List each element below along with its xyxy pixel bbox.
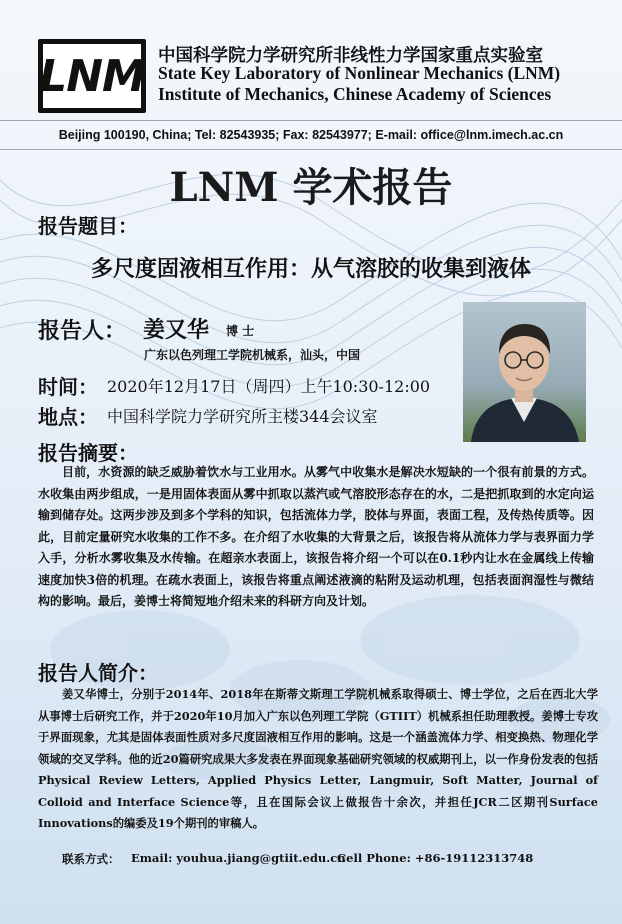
talk-place: 中国科学院力学研究所主楼344会议室	[107, 407, 378, 426]
lab-contact-info: Beijing 100190, China; Tel: 82543935; Fax: 82543977; E-mail: office@lnm.imech.ac.cn	[58, 128, 564, 142]
contact-bar	[0, 120, 622, 150]
time-label: 时间：	[38, 375, 98, 399]
speaker-degree: 博 士	[226, 324, 255, 338]
speaker-name: 姜又华	[143, 318, 210, 343]
abstract-text: 目前，水资源的缺乏威胁着饮水与工业用水。从雾气中收集水是解决水短缺的一个很有前景的方式。水收集由两步组成，一是用固体表面从雾中抓取以蒸汽或气溶胶形态存在的水，二是把抓取到的水定向运输到储存处。这两步涉及到多个学科的知识，包括流体力学，胶体与界面，表面工程，及传热传质等。因此，目前定量研究水收集的工作不多。在介绍了水收集的大背景之后，该报告将从流体力学与表界面力学入手，分析水雾收集及水传输。在超亲水表面上，该报告将介绍一个可以在0.1秒内让水在金属线上传输速度加快3倍的机理。在疏水表面上，该报告将重点阐述液滴的粘附及运动机理，包括表面润湿性与微结构的影响。最后，姜博士将简短地介绍未来的科研方向及计划。	[38, 465, 594, 608]
speaker-label: 报告人：	[38, 319, 127, 344]
place-label: 地点：	[38, 405, 98, 429]
speaker-affiliation: 广东以色列理工学院机械系，汕头，中国	[144, 348, 361, 362]
speaker-email[interactable]: Email: youhua.jiang@gtiit.edu.cn	[131, 851, 346, 865]
lab-name-chinese: 中国科学院力学研究所非线性力学国家重点实验室	[158, 46, 543, 66]
speaker-phone: Cell Phone: +86-19112313748	[337, 851, 534, 865]
poster-title: LNM 学术报告	[169, 164, 453, 211]
talk-time: 2020年12月17日（周四）上午10:30-12:00	[107, 377, 431, 396]
topic-label: 报告题目：	[38, 214, 138, 238]
institute-name-english: Institute of Mechanics, Chinese Academy of Sciences	[158, 84, 552, 104]
logo-text: LNM	[39, 50, 145, 102]
speaker-contact-label: 联系方式：	[62, 852, 120, 866]
abstract-label: 报告摘要：	[38, 441, 138, 465]
talk-topic: 多尺度固液相互作用：从气溶胶的收集到液体	[90, 257, 531, 282]
lab-name-english: State Key Laboratory of Nonlinear Mechanics (LNM)	[158, 63, 561, 83]
lnm-logo	[38, 39, 146, 113]
bio-label: 报告人简介：	[38, 661, 158, 685]
bio-text: 姜又华博士，分别于2014年、2018年在斯蒂文斯理工学院机械系取得硕士、博士学位，之后在西北大学从事博士后研究工作，并于2020年10月加入广东以色列理工学院（GTIIT）机械系担任助理教授。姜博士专攻于界面现象，尤其是固体表面性质对多尺度固液相互作用的影响。这是一个涵盖流体力学、相变换热、物理化学领域的交叉学科。他的近20篇研究成果大多发表在界面现象基础研究领域的权威期刊上，以一作身份发表的包括Physical Review Letters, Applied Physics Letter, Langmuir, Soft Matter, Journal of Colloid and Interface Science等，且在国际会议上做报告十余次，并担任JCR二区期刊Surface Innovations的编委及19个期刊的审稿人。	[38, 687, 598, 830]
speaker-photo	[463, 302, 586, 442]
speaker-portrait-icon	[463, 302, 586, 442]
